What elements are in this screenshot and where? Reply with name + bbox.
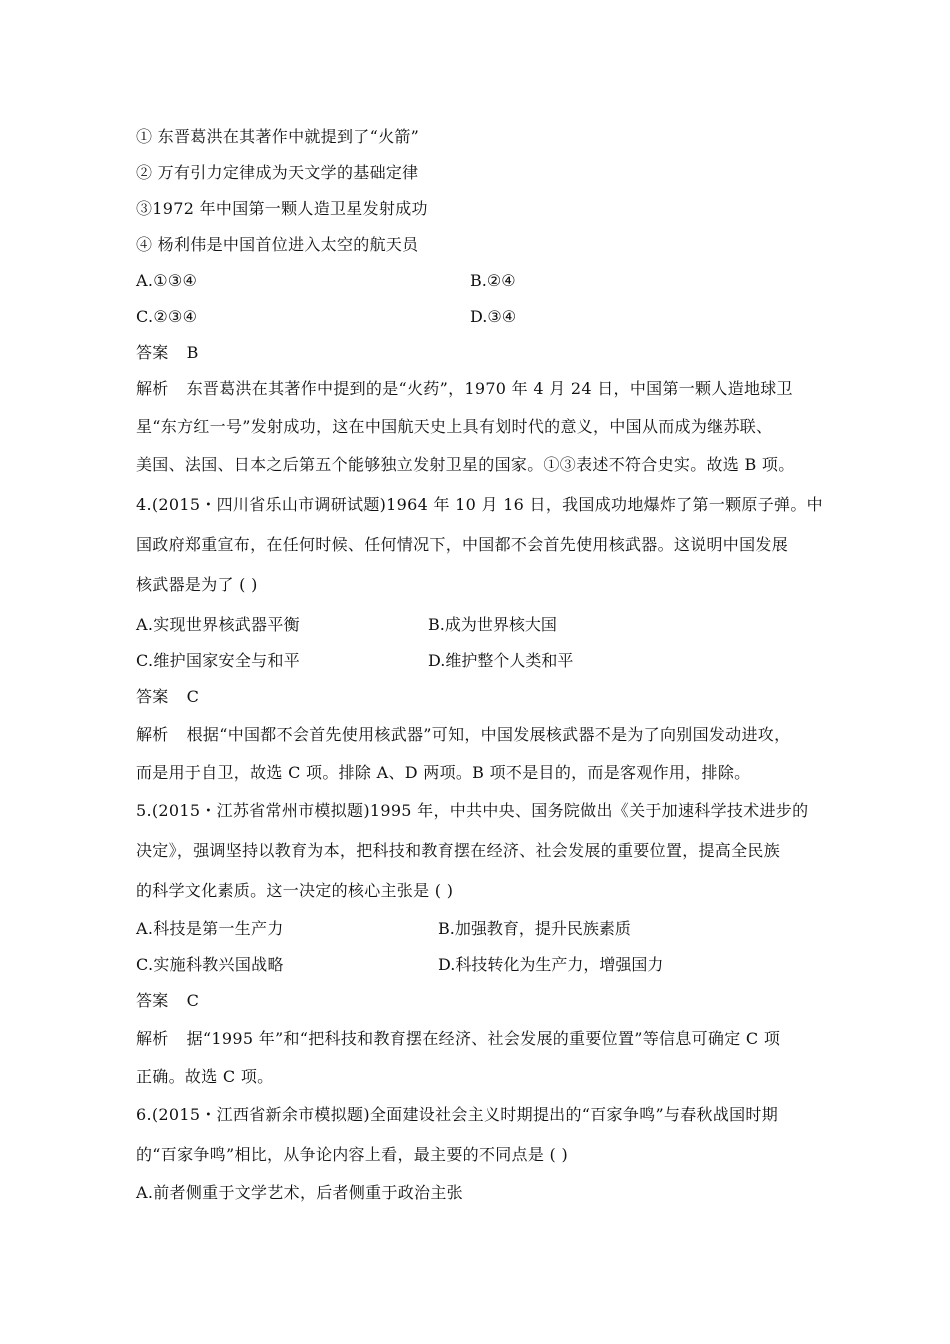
choice-b: B.②④ xyxy=(470,271,516,290)
question-stem-line: 决定》，强调坚持以教育为本，把科技和教育摆在经济、社会发展的重要位置，提高全民族 xyxy=(136,841,781,860)
answer-row xyxy=(136,686,199,708)
option-statement-2: ② 万有引力定律成为天文学的基础定律 xyxy=(136,163,419,182)
choice-c: C.②③④ xyxy=(136,307,198,326)
answer-label: 答案 xyxy=(136,343,169,362)
question-stem-line: 的科学文化素质。这一决定的核心主张是 ( ) xyxy=(136,881,454,900)
analysis-line: 解析 东晋葛洪在其著作中提到的是“火药”，1970 年 4 月 24 日，中国第一颗人造地球卫 xyxy=(136,379,793,398)
question-stem-line: 4.(2015・四川省乐山市调研试题)1964 年 10 月 16 日，我国成功地爆炸了第一颗原子弹。中 xyxy=(136,495,823,514)
question-stem-line: 5.(2015・江苏省常州市模拟题)1995 年，中共中央、国务院做出《关于加速科学技术进步的 xyxy=(136,801,809,820)
question-stem-line: 国政府郑重宣布，在任何时候、任何情况下，中国都不会首先使用核武器。这说明中国发展 xyxy=(136,535,789,554)
option-statement-4: ④ 杨利伟是中国首位进入太空的航天员 xyxy=(136,235,419,254)
choice-d: D.③④ xyxy=(470,307,517,326)
analysis-line: 正确。故选 C 项。 xyxy=(136,1067,274,1086)
answer-row xyxy=(136,990,199,1012)
option-statement-1: ① 东晋葛洪在其著作中就提到了“火箭” xyxy=(136,127,420,146)
answer-value: C xyxy=(186,687,200,706)
analysis-line: 美国、法国、日本之后第五个能够独立发射卫星的国家。①③表述不符合史实。故选 B 项。 xyxy=(136,455,795,474)
analysis-line: 星“东方红一号”发射成功，这在中国航天史上具有划时代的意义，中国从而成为继苏联、 xyxy=(136,417,773,436)
choice-a: A.实现世界核武器平衡 xyxy=(136,615,300,634)
answer-label: 答案 xyxy=(136,991,169,1010)
choice-a: A.①③④ xyxy=(136,271,198,290)
choice-b: B.成为世界核大国 xyxy=(428,615,557,634)
answer-label: 答案 xyxy=(136,687,169,706)
analysis-label: 解析 xyxy=(136,379,169,398)
choice-d: D.维护整个人类和平 xyxy=(428,651,574,670)
answer-row xyxy=(136,342,199,364)
question-stem-line: 6.(2015・江西省新余市模拟题)全面建设社会主义时期提出的“百家争鸣”与春秋战国时期 xyxy=(136,1105,779,1124)
analysis-line: 解析 据“1995 年”和“把科技和教育摆在经济、社会发展的重要位置”等信息可确定 C 项 xyxy=(136,1029,781,1048)
choice-a: A.科技是第一生产力 xyxy=(136,919,284,938)
question-stem-line: 的“百家争鸣”相比，从争论内容上看，最主要的不同点是 ( ) xyxy=(136,1145,569,1164)
analysis-label: 解析 xyxy=(136,725,169,744)
choice-c: C.实施科教兴国战略 xyxy=(136,955,284,974)
choice-c: C.维护国家安全与和平 xyxy=(136,651,301,670)
answer-value: B xyxy=(186,343,199,362)
option-statement-3: ③1972 年中国第一颗人造卫星发射成功 xyxy=(136,199,428,218)
analysis-line: 而是用于自卫，故选 C 项。排除 A、D 两项。B 项不是目的，而是客观作用，排除。 xyxy=(136,763,751,782)
question-stem-line: 核武器是为了 ( ) xyxy=(136,575,258,594)
choice-a: A.前者侧重于文学艺术，后者侧重于政治主张 xyxy=(136,1183,463,1202)
choice-d: D.科技转化为生产力，增强国力 xyxy=(438,955,664,974)
analysis-label: 解析 xyxy=(136,1029,169,1048)
analysis-line: 解析 根据“中国都不会首先使用核武器”可知，中国发展核武器不是为了向别国发动进攻， xyxy=(136,725,791,744)
choice-b: B.加强教育，提升民族素质 xyxy=(438,919,631,938)
answer-value: C xyxy=(186,991,200,1010)
